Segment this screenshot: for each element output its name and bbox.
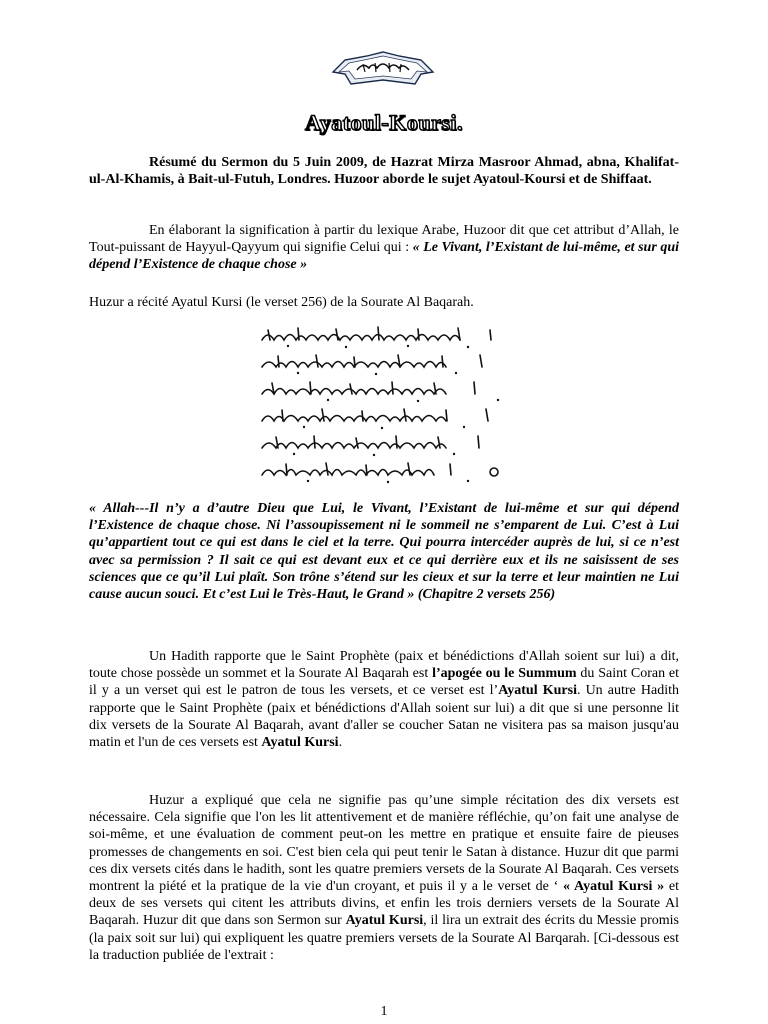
explanation-paragraph (89, 792, 679, 964)
page-number: 1 (380, 1004, 388, 1019)
summary-paragraph: Résumé du Sermon du 5 Juin 2009, de Hazrat Mirza Masroor Ahmad, abna, Khalifat-ul-Al-Khamis, à Bait-ul-Futuh, Londres. Huzoor aborde le sujet Ayatoul-Koursi et de Shiffaat. (89, 155, 679, 188)
hadith-text-3: . Un autre Hadith rapporte que le Saint Prophète (paix et bénédictions d'Allah soient sur lui) a dit que si une personne lit dix versets de la Sourate Al Baqarah, avant d'aller se coucher Satan ne visitera pas sa maison jusqu'au matin et l'un de ces versets est (89, 683, 679, 751)
explanation-bold-1: « Ayatul Kursi » (563, 879, 665, 895)
explanation-text-1: Huzur a expliqué que cela ne signifie pas qu’une simple récitation des dix versets est nécessaire. Cela signifie que l'on les lit attentivement et de manière réfléchie, qu’on fait une analyse de soi-même, et une évaluation de comment peut-on les mettre en pratique et ensuite faire de pieuses promesses de changements en soi. C'est bien cela qui peut tenir le Satan à distance. Huzur dit que parmi ces dix versets cités dans le hadith, sont les quatre premiers versets de la Sourate Al Baqarah. Ces versets montrent la piété et la pratique de la vie d'un croyant, et puis il y a le verset de ‘ (89, 793, 679, 895)
intro-paragraph (89, 222, 679, 274)
verse-translation: « Allah---Il n’y a d’autre Dieu que Lui, le Vivant, l’Existant de lui-même et sur qui dépend l’Existence de chaque chose. Ni l’assoupissement ni le sommeil ne s’emparent de Lui. C’est à Lui qu’appartient tout ce qui est dans le ciel et la terre. Qui pourra intercéder auprès de lui, si ce n’est avec sa permission ? Il sait ce qui est devant eux et ce qui derrière eux et ils ne saisissent de ses sciences que ce qu’il Lui plaît. Son trône s’étend sur les cieux et sur la terre et leur maintien ne Lui cause aucun souci. Et c’est Lui le Très-Haut, le Grand » (Chapitre 2 versets 256) (89, 501, 679, 603)
hadith-text-2: du Saint Coran et il y a un verset qui est le patron de tous les versets, et ce verset est l’ (89, 666, 680, 699)
explanation-bold-2: Ayatul Kursi (345, 913, 424, 929)
hadith-text-4: . (338, 735, 343, 751)
document-title: Ayatoul-Koursi. (304, 110, 464, 135)
bismillah-calligraphy-banner-icon (329, 50, 437, 88)
hadith-bold-1: l’apogée ou le Summum (432, 666, 577, 682)
hadith-text-1: Un Hadith rapporte que le Saint Prophète (paix et bénédictions d'Allah soient sur lui) a dit, toute chose possède un sommet et la Sourate Al Baqarah est (89, 649, 679, 682)
arabic-verse-calligraphy-icon (258, 322, 508, 485)
explanation-text-2: et deux de ses versets qui citent les attributs divins, et enfin les trois derniers versets de la Sourate Al Baqarah. Huzur dit que dans son Sermon sur (89, 879, 679, 929)
intro-text: En élaborant la signification à partir du lexique Arabe, Huzoor dit que cet attribut d’Allah, le Tout-puissant de Hayyul-Qayyum qui signifie Celui qui : (89, 223, 679, 256)
hadith-bold-3: Ayatul Kursi (261, 735, 339, 751)
hadith-paragraph (89, 648, 679, 751)
explanation-text-3: , il lira un extrait des écrits du Messie promis (la paix soit sur lui) qui expliquent les quatre premiers versets de la Sourate Al Barqarah. [Ci-dessous est la traduction publiée de l'extrait : (89, 913, 679, 963)
intro-quote: « Le Vivant, l’Existant de lui-même, et sur qui dépend l’Existence de chaque chose » (89, 240, 680, 273)
hadith-bold-2: Ayatul Kursi (498, 683, 577, 699)
recitation-paragraph: Huzur a récité Ayatul Kursi (le verset 256) de la Sourate Al Baqarah. (89, 295, 474, 310)
